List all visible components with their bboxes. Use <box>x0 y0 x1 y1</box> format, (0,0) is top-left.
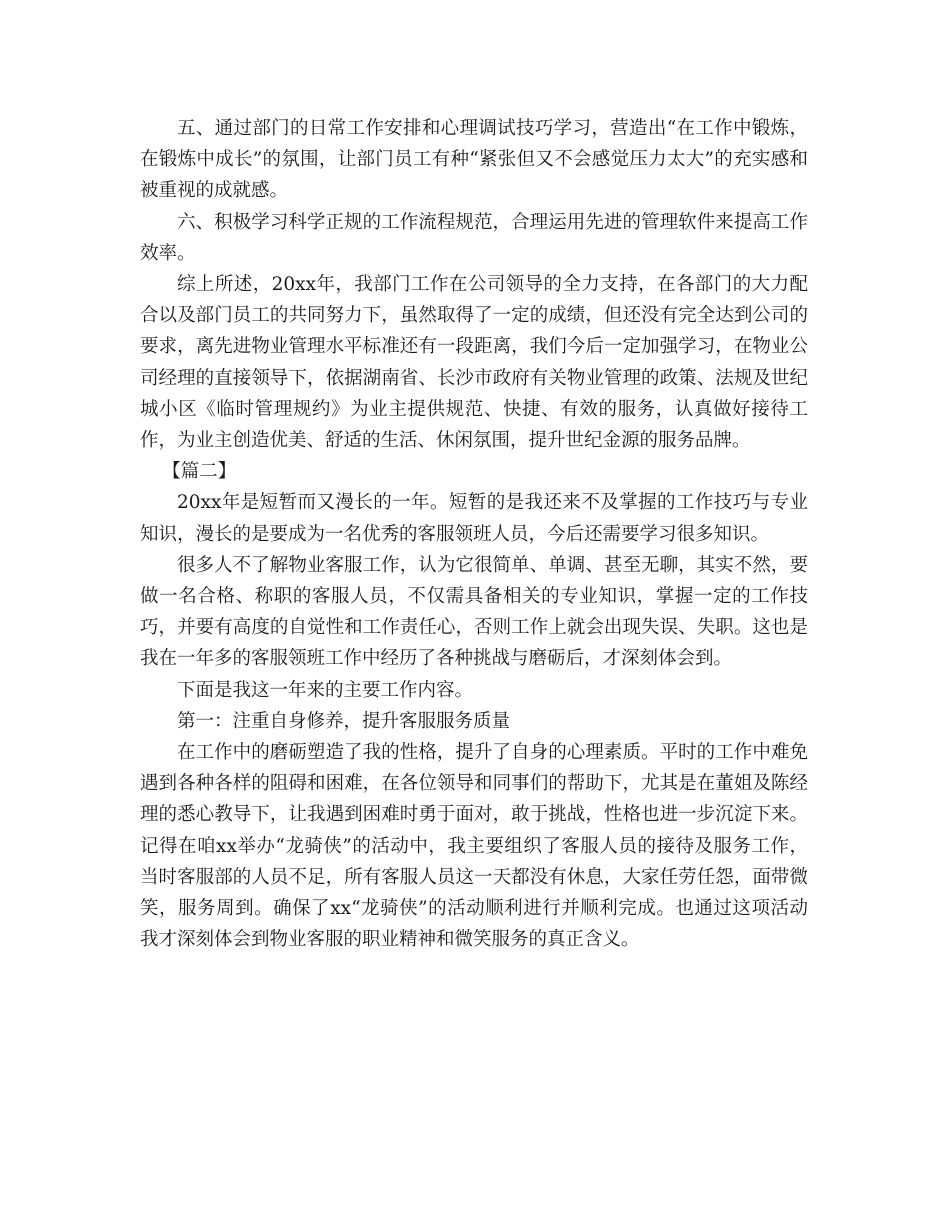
paragraph-customer-service: 很多人不了解物业客服工作，认为它很简单、单调、甚至无聊，其实不然，要做一名合格、称职的客服人员，不仅需具备相关的专业知识，掌握一定的工作技巧，并要有高度的自觉性和工作责任心，否则工作上就会出现失误、失职。这也是我在一年多的客服领班工作中经历了各种挑战与磨砺后，才深刻体会到。 <box>140 554 808 670</box>
paragraph-six: 六、积极学习科学正规的工作流程规范，合理运用先进的管理软件来提高工作效率。 <box>140 211 808 264</box>
paragraph-year-intro: 20xx年是短暂而又漫长的一年。短暂的是我还来不及掌握的工作技巧与专业知识，漫长的是要成为一名优秀的客服领班人员，今后还需要学习很多知识。 <box>140 492 808 545</box>
paragraph-experience: 在工作中的磨砺塑造了我的性格，提升了自身的心理素质。平时的工作中难免遇到各种各样的阻碍和困难，在各位领导和同事们的帮助下，尤其是在董姐及陈经理的悉心教导下，让我遇到困难时勇于面对，敢于挑战，性格也进一步沉淀下来。记得在咱xx举办“龙骑侠”的活动中，我主要组织了客服人员的接待及服务工作，当时客服部的人员不足，所有客服人员这一天都没有休息，大家任劳任怨，面带微笑，服务周到。确保了xx“龙骑侠”的活动顺利进行并顺利完成。也通过这项活动我才深刻体会到物业客服的职业精神和微笑服务的真正含义。 <box>140 742 808 951</box>
paragraph-first-point: 第一：注重自身修养，提升客服服务质量 <box>177 710 511 732</box>
paragraph-work-content-intro: 下面是我这一年来的主要工作内容。 <box>177 679 474 701</box>
section-heading: 【篇二】 <box>162 461 237 483</box>
paragraph-summary: 综上所述，20xx年，我部门工作在公司领导的全力支持，在各部门的大力配合以及部门员工的共同努力下，虽然取得了一定的成绩，但还没有完全达到公司的要求，离先进物业管理水平标准还有一段距离，我们今后一定加强学习，在物业公司经理的直接领导下，依据湖南省、长沙市政府有关物业管理的政策、法规及世纪城小区《临时管理规约》为业主提供规范、快捷、有效的服务，认真做好接待工作，为业主创造优美、舒适的生活、休闲氛围，提升世纪金源的服务品牌。 <box>140 274 808 452</box>
paragraph-five: 五、通过部门的日常工作安排和心理调试技巧学习，营造出“在工作中锻炼，在锻炼中成长”的氛围，让部门员工有种“紧张但又不会感觉压力太大”的充实感和被重视的成就感。 <box>140 118 808 202</box>
document-page <box>140 113 808 955</box>
